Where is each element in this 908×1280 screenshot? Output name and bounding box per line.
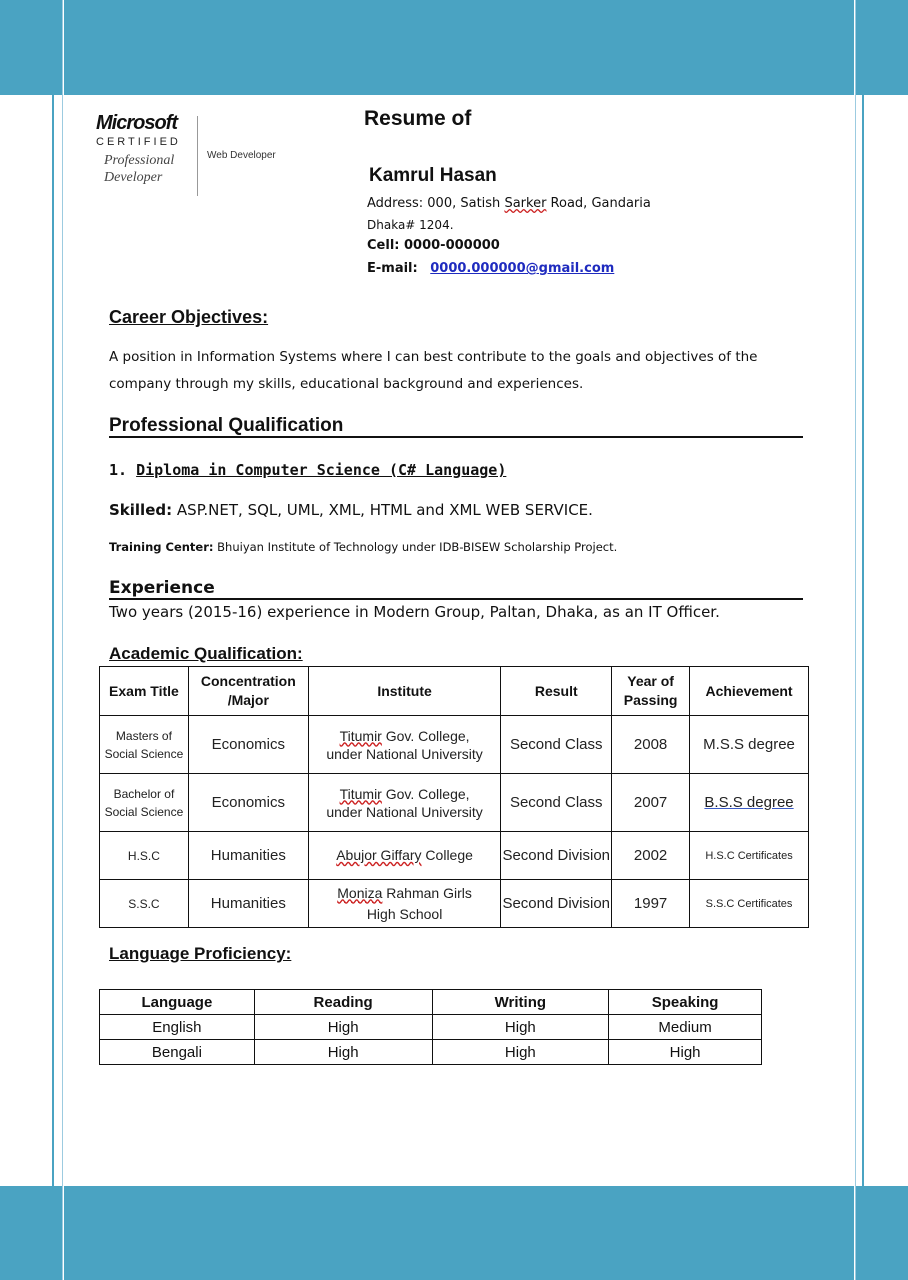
year-cell: 2002 [612, 832, 690, 880]
column-header: Result [501, 667, 612, 716]
exam-title-cell: Bachelor of Social Science [100, 774, 189, 832]
table-cell: High [609, 1040, 762, 1065]
training-text: Bhuiyan Institute of Technology under IDB-BISEW Scholarship Project. [217, 540, 618, 554]
column-header: Year of Passing [612, 667, 690, 716]
academic-qualification-heading: Academic Qualification: [109, 644, 303, 663]
result-cell: Second Class [501, 774, 612, 832]
result-cell: Second Division [501, 832, 612, 880]
training-center-line [109, 540, 617, 554]
career-objectives-text: A position in Information Systems where I can best contribute to the goals and objectives of the company through my skills, educational background and experiences. [109, 349, 758, 392]
column-header: Writing [432, 990, 609, 1015]
column-header: Achievement [690, 667, 809, 716]
column-header: Reading [254, 990, 432, 1015]
institute-cell: Titumir Gov. College, under National University [308, 774, 501, 832]
year-cell: 2007 [612, 774, 690, 832]
column-header: Exam Title [100, 667, 189, 716]
institute-cell: Abujor Giffary College [308, 832, 501, 880]
email-link[interactable]: 0000.000000@gmail.com [430, 261, 615, 276]
column-header: Concentration /Major [188, 667, 308, 716]
language-table [99, 989, 762, 1065]
logo-line1: Professional [104, 153, 175, 168]
page-top-band [64, 0, 854, 95]
page-bottom-band [64, 1186, 854, 1280]
table-row [100, 832, 809, 880]
column-header: Language [100, 990, 255, 1015]
skills-label: Skilled: [109, 501, 173, 519]
table-row [100, 880, 809, 928]
table-header-row [100, 990, 762, 1015]
table-cell: High [432, 1040, 609, 1065]
document-title: Resume of [364, 107, 472, 130]
email-label: E-mail: [367, 261, 418, 276]
achievement-cell: M.S.S degree [690, 716, 809, 774]
table-row [100, 1015, 762, 1040]
table-cell: Medium [609, 1015, 762, 1040]
column-header: Institute [308, 667, 501, 716]
career-objectives-heading: Career Objectives: [109, 307, 269, 327]
logo-certified: CERTIFIED [96, 136, 181, 148]
experience-heading: Experience [109, 578, 215, 598]
year-cell: 1997 [612, 880, 690, 928]
result-cell: Second Class [501, 716, 612, 774]
major-cell: Humanities [188, 832, 308, 880]
column-header: Speaking [609, 990, 762, 1015]
institute-cell: Titumir Gov. College, under National University [308, 716, 501, 774]
cell-number: Cell: 0000-000000 [367, 238, 500, 253]
academic-table [99, 666, 809, 928]
table-cell: High [432, 1015, 609, 1040]
logo-brand: Microsoft [96, 112, 177, 134]
resume-page [62, 0, 856, 1280]
diploma-title: Diploma in Computer Science (C# Language) [136, 461, 507, 479]
exam-title-cell: H.S.C [100, 832, 189, 880]
logo-line2: Developer [104, 170, 163, 185]
address-line-1: Address: 000, Satish Sarker Road, Gandaria [367, 196, 651, 211]
table-header-row [100, 667, 809, 716]
logo-role: Web Developer [207, 150, 276, 161]
right-margin-line [862, 0, 864, 1280]
result-cell: Second Division [501, 880, 612, 928]
table-row [100, 774, 809, 832]
microsoft-certified-logo [96, 112, 196, 186]
section-rule [109, 598, 803, 600]
table-cell: Bengali [100, 1040, 255, 1065]
table-cell: High [254, 1015, 432, 1040]
exam-title-cell: Masters of Social Science [100, 716, 189, 774]
major-cell: Economics [188, 774, 308, 832]
candidate-name: Kamrul Hasan [369, 165, 497, 186]
year-cell: 2008 [612, 716, 690, 774]
achievement-cell: H.S.C Certificates [690, 832, 809, 880]
logo-divider [197, 116, 198, 196]
experience-text: Two years (2015-16) experience in Modern Group, Paltan, Dhaka, as an IT Officer. [109, 603, 720, 621]
table-cell: High [254, 1040, 432, 1065]
achievement-cell: S.S.C Certificates [690, 880, 809, 928]
language-proficiency-heading: Language Proficiency: [109, 944, 292, 963]
exam-title-cell: S.S.C [100, 880, 189, 928]
skills-line [109, 501, 593, 519]
institute-cell: Moniza Rahman Girls High School [308, 880, 501, 928]
achievement-cell: B.S.S degree [690, 774, 809, 832]
table-cell: English [100, 1015, 255, 1040]
table-row [100, 716, 809, 774]
email-line [367, 261, 614, 276]
diploma-line: 1. Diploma in Computer Science (C# Language) [109, 461, 507, 479]
table-row [100, 1040, 762, 1065]
major-cell: Economics [188, 716, 308, 774]
left-margin-line [52, 0, 54, 1280]
section-rule [109, 436, 803, 438]
professional-qualification-heading: Professional Qualification [109, 415, 344, 436]
skills-text: ASP.NET, SQL, UML, XML, HTML and XML WEB SERVICE. [176, 501, 593, 519]
major-cell: Humanities [188, 880, 308, 928]
address-line-2: Dhaka# 1204. [367, 218, 454, 232]
training-label: Training Center: [109, 540, 214, 554]
